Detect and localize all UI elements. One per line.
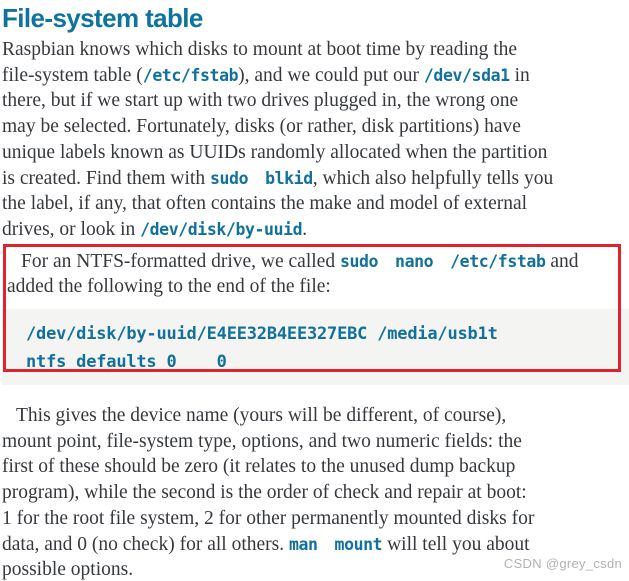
text-line (7, 274, 629, 300)
text-line (2, 454, 629, 480)
inline-code: /etc/fstab (142, 65, 239, 85)
text-line (7, 249, 629, 275)
text-segment: Raspbian knows which disks to mount at boot time by reading the (2, 39, 518, 60)
paragraph-explanation (2, 403, 629, 581)
text-segment: possible options. (2, 559, 134, 581)
csdn-watermark: CSDN @grey_csdn (503, 556, 622, 571)
text-segment: there, but if we start up with two drives plugged in, the wrong one (2, 90, 519, 112)
inline-code: man mount (288, 534, 383, 554)
text-line (2, 166, 629, 192)
text-segment: may be selected. Fortunately, disks (or rather, disk partitions) have (2, 116, 521, 138)
text-segment: the label, if any, that often contains the make and model of external (2, 193, 528, 215)
code-line: ntfs defaults 0 0 (26, 352, 227, 373)
text-segment: will tell you about (382, 533, 530, 555)
page-title: File-system table (2, 3, 203, 33)
text-segment: mount point, file-system type, options, and two numeric fields: the (2, 430, 522, 452)
text-segment: For an NTFS-formatted drive, we called (21, 250, 340, 272)
text-segment: drives, or look in (2, 218, 141, 240)
text-segment: program), while the second is the order of check and repair at boot: (2, 482, 527, 504)
text-segment: first of these should be zero (it relates to the unused dump backup (2, 456, 516, 478)
text-segment: and (545, 250, 579, 272)
fstab-code-block (2, 309, 629, 385)
text-line (2, 140, 629, 166)
text-line (2, 88, 629, 114)
text-segment: unique labels known as UUIDs randomly allocated when the partition (2, 141, 548, 163)
inline-code: /dev/sda1 (423, 65, 510, 85)
note-paragraph (2, 244, 629, 300)
inline-code: /dev/disk/by-uuid (140, 219, 303, 239)
text-segment: is created. Find them with (2, 167, 210, 189)
inline-code: sudo blkid (209, 168, 313, 188)
note-section (2, 244, 629, 385)
text-line (2, 217, 629, 243)
code-line: /dev/disk/by-uuid/E4EE32B4EE327EBC /media/usb1t (26, 324, 498, 345)
text-segment: . (302, 218, 308, 240)
text-segment: file-system table ( (2, 64, 143, 86)
text-line (2, 191, 629, 217)
text-line (2, 480, 629, 506)
inline-code: sudo nano /etc/fstab (339, 251, 546, 271)
text-segment: in (509, 64, 530, 86)
paragraph-intro (2, 37, 629, 243)
text-segment: This gives the device name (yours will be different, of course), (16, 405, 507, 427)
text-segment: 1 for the root file system, 2 for other permanently mounted disks for (2, 507, 535, 529)
text-line (2, 532, 629, 558)
text-segment: ), and we could put our (238, 64, 424, 86)
text-line (2, 506, 629, 532)
text-segment: data, and 0 (no check) for all others. (2, 533, 289, 555)
text-line (2, 403, 629, 429)
text-line (2, 114, 629, 140)
text-segment: added the following to the end of the file: (7, 276, 331, 298)
text-line (2, 63, 629, 89)
text-segment: , which also helpfully tells you (312, 167, 554, 189)
text-line (2, 37, 629, 63)
text-line (2, 429, 629, 455)
